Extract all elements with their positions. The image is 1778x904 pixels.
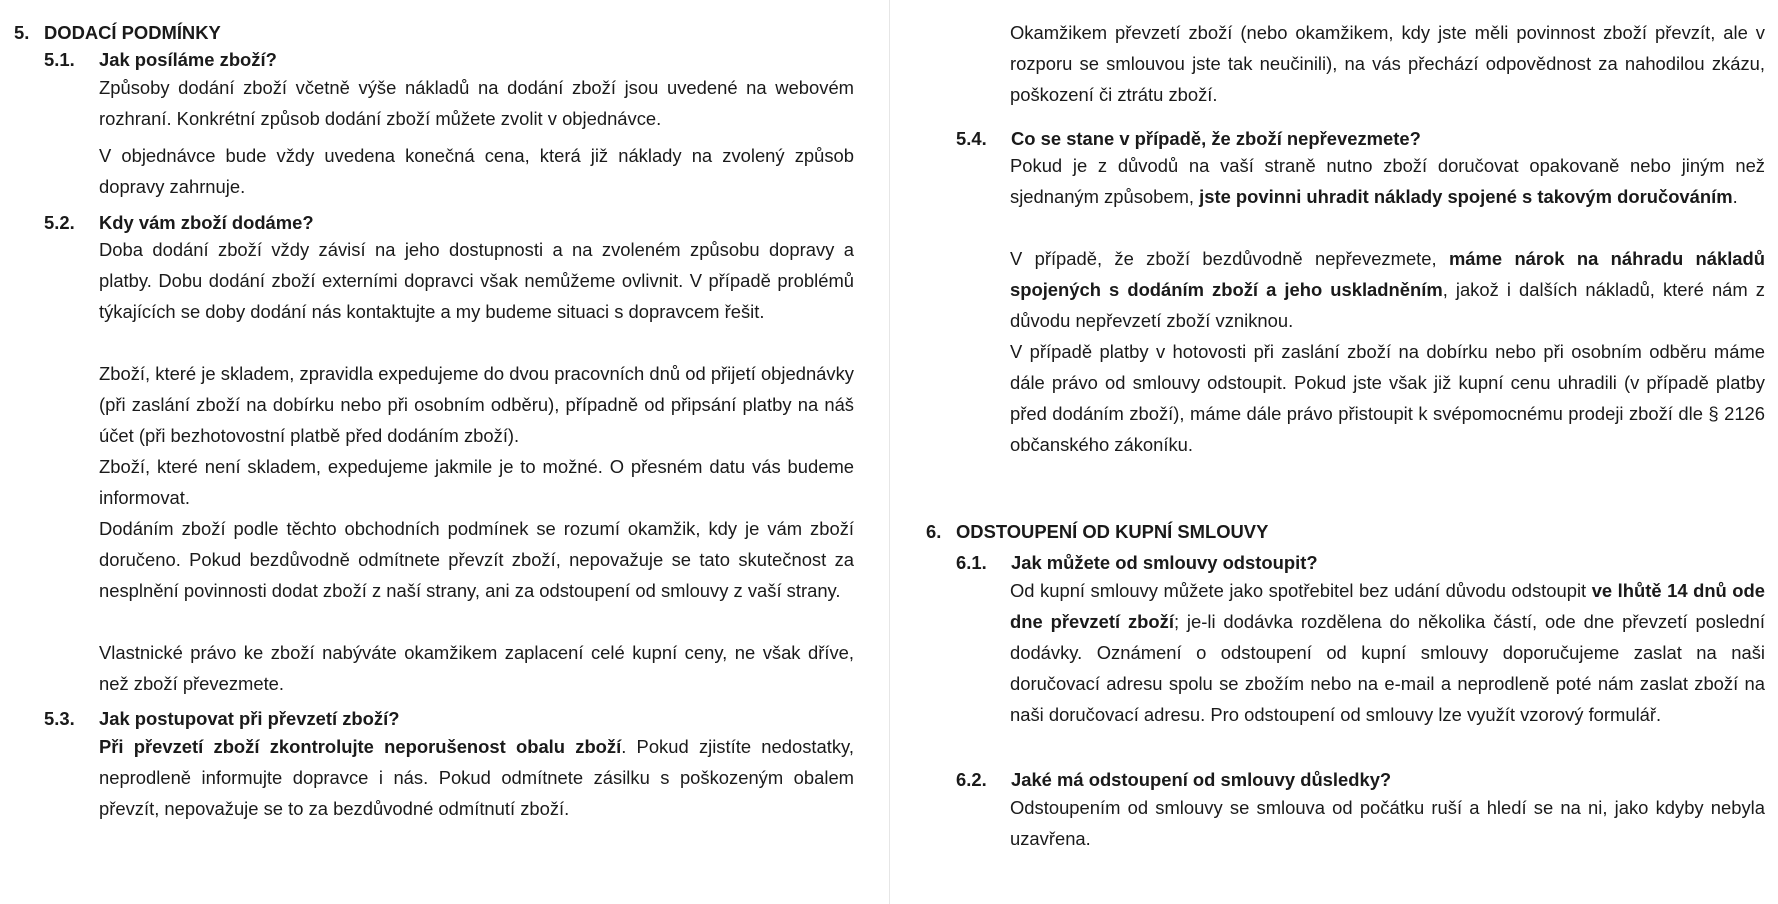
paragraph: Zboží, které je skladem, zpravidla expedujeme do dvou pracovních dnů od přijetí objednávky (při zaslání zboží na dobírku nebo při osobním odběru), případně od připsání platby na náš účet (při bezhotovostní platbě před dodáním zboží). [99, 363, 854, 446]
subsection-number: 6.2. [956, 769, 987, 790]
subsection-title: Jak postupovat při převzetí zboží? [99, 708, 400, 729]
paragraph: Způsoby dodání zboží včetně výše nákladů na dodání zboží jsou uvedené na webovém rozhraní. Konkrétní způsob dodání zboží můžete zvolit v objednávce. [99, 77, 854, 129]
emphasis: Při převzetí zboží zkontrolujte neporušenost obalu zboží [99, 736, 622, 757]
emphasis: ve lhůtě 14 dnů ode dne převzetí zboží [1010, 580, 1765, 632]
paragraph: V objednávce bude vždy uvedena konečná cena, která již náklady na zvolený způsob dopravy zahrnuje. [99, 145, 854, 197]
text: Pokud je z důvodů na vaší straně nutno zboží doručovat opakovaně nebo jiným než sjednaným způsobem, [1010, 155, 1765, 207]
subsection-number: 5.2. [44, 212, 75, 233]
text: ; je-li dodávka rozdělena do několika částí, ode dne převzetí poslední dodávky. Oznámení o odstoupení od kupní smlouvy doporučujeme zaslat na naši doručovací adresu spolu se zbožím nebo na e-mail a neprodleně poté nám zaslat zboží na naši doručovací adresu. Pro odstoupení od smlouvy lze využít vzorový formulář. [1010, 611, 1765, 725]
section-title: DODACÍ PODMÍNKY [44, 22, 221, 43]
emphasis: jste povinni uhradit náklady spojené s takovým doručováním [1199, 186, 1733, 207]
paragraph: Dodáním zboží podle těchto obchodních podmínek se rozumí okamžik, kdy je vám zboží doručeno. Pokud bezdůvodně odmítnete převzít zboží, nepovažuje se tato skutečnost za nesplnění povinnosti dodat zboží z naší strany, ani za odstoupení od smlouvy z vaší strany. [99, 518, 854, 601]
text: Od kupní smlouvy můžete jako spotřebitel bez udání důvodu odstoupit [1010, 580, 1592, 601]
paragraph [1010, 575, 1765, 730]
subsection-number: 6.1. [956, 552, 987, 573]
subsection-title: Jak posíláme zboží? [99, 49, 277, 70]
paragraph: Odstoupením od smlouvy se smlouva od počátku ruší a hledí se na ni, jako kdyby nebyla uzavřena. [1010, 797, 1765, 849]
section-title: ODSTOUPENÍ OD KUPNÍ SMLOUVY [956, 521, 1269, 542]
subsection-title: Jak můžete od smlouvy odstoupit? [1011, 552, 1318, 573]
text: . Pokud zjistíte nedostatky, neprodleně informujte dopravce i nás. Pokud odmítnete zásilku s poškozeným obalem převzít, nepovažuje se to za bezdůvodné odmítnutí zboží. [99, 736, 854, 819]
paragraph [99, 731, 854, 824]
paragraph: Vlastnické právo ke zboží nabýváte okamžikem zaplacení celé kupní ceny, ne však dříve, než zboží převezmete. [99, 642, 854, 694]
column-divider [889, 0, 890, 904]
text: , jakož i dalších nákladů, které nám z důvodu nepřevzetí zboží vzniknou. [1010, 279, 1765, 331]
subsection-title: Co se stane v případě, že zboží nepřevezmete? [1011, 128, 1421, 149]
subsection-title: Kdy vám zboží dodáme? [99, 212, 314, 233]
subsection-title: Jaké má odstoupení od smlouvy důsledky? [1011, 769, 1392, 790]
section-number: 5. [14, 22, 30, 43]
paragraph: Okamžikem převzetí zboží (nebo okamžikem, kdy jste měli povinnost zboží převzít, ale v rozporu se smlouvou jste tak neučinili), na vás přechází odpovědnost za nahodilou zkázu, poškození či ztrátu zboží. [1010, 22, 1765, 105]
section-number: 6. [926, 521, 942, 542]
paragraph [1010, 243, 1765, 336]
paragraph: V případě platby v hotovosti při zaslání zboží na dobírku nebo při osobním odběru máme dále právo od smlouvy odstoupit. Pokud jste však již kupní cenu uhradili (v případě platby před dodáním zboží), máme dále právo přistoupit k svépomocnému prodeji zboží dle § 2126 občanského zákoníku. [1010, 341, 1765, 455]
text: V případě, že zboží bezdůvodně nepřevezmete, [1010, 248, 1449, 269]
paragraph [1010, 150, 1765, 212]
subsection-number: 5.4. [956, 128, 987, 149]
paragraph: Zboží, které není skladem, expedujeme jakmile je to možné. O přesném datu vás budeme informovat. [99, 456, 854, 508]
subsection-number: 5.3. [44, 708, 75, 729]
text: . [1732, 186, 1738, 207]
emphasis: máme nárok na náhradu nákladů spojených s dodáním zboží a jeho uskladněním [1010, 248, 1765, 300]
subsection-number: 5.1. [44, 49, 75, 70]
paragraph: Doba dodání zboží vždy závisí na jeho dostupnosti a na zvoleném způsobu dopravy a platby. Dobu dodání zboží externími dopravci však nemůžeme ovlivnit. V případě problémů týkajících se doby dodání nás kontaktujte a my budeme situaci s dopravcem řešit. [99, 239, 854, 322]
